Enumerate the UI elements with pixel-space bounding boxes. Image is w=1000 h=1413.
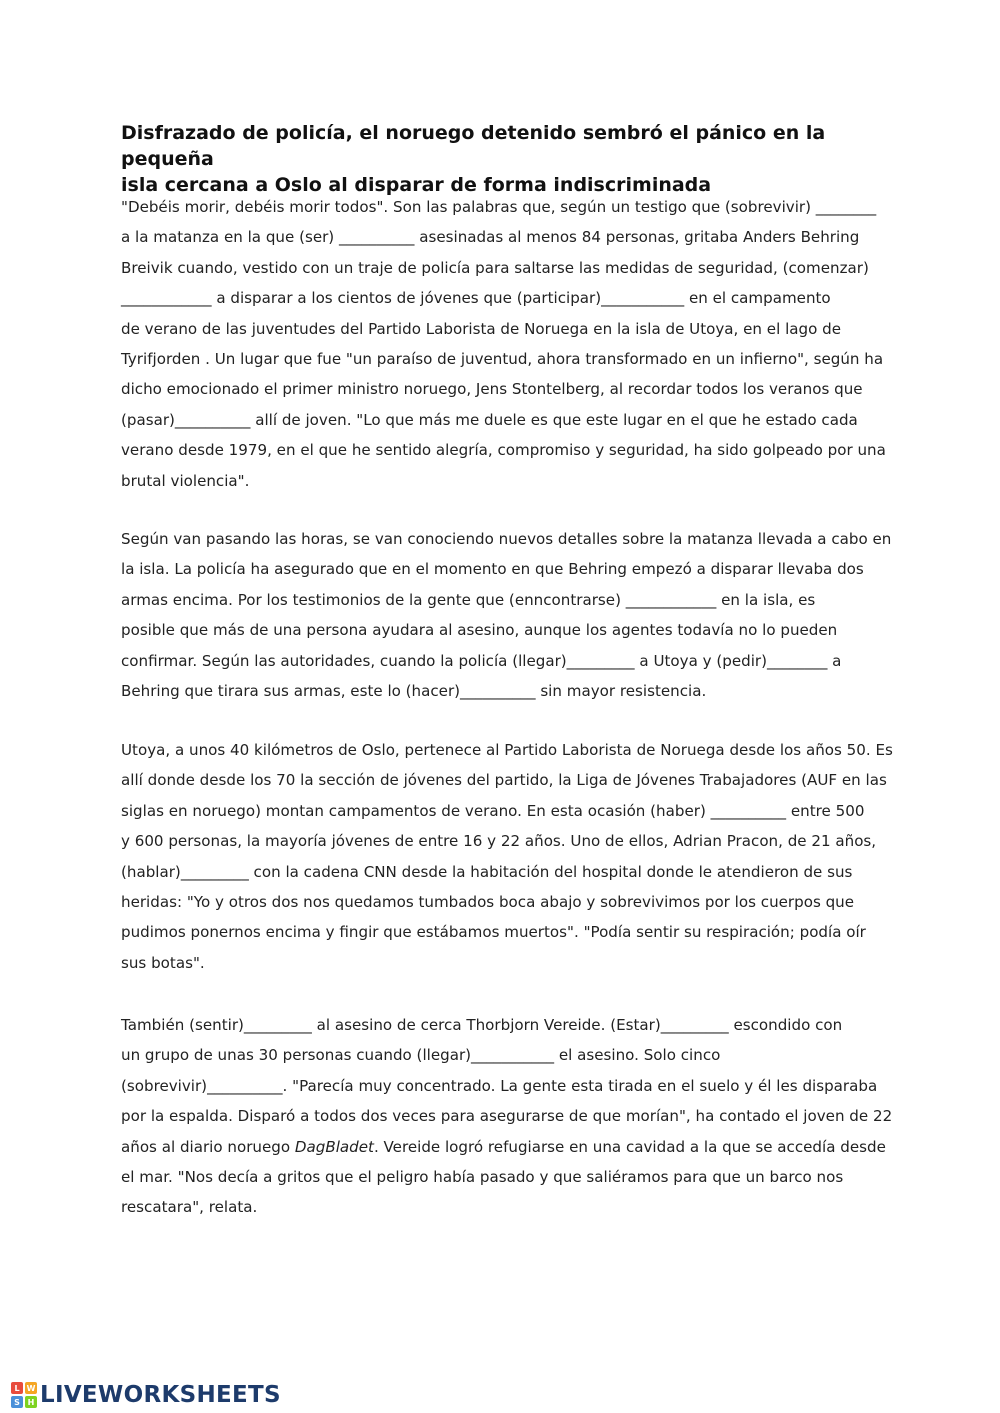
paragraph-1 — [121, 192, 891, 496]
title-line: Disfrazado de policía, el noruego detenido sembró el pánico en la pequeña — [121, 122, 826, 170]
paragraph-3 — [121, 735, 891, 978]
article-title — [121, 120, 891, 198]
paragraph-line: (pasar)__________ allí de joven. "Lo que más me duele es que este lugar en el que he estado cada — [121, 410, 858, 429]
paragraph-line: por la espalda. Disparó a todos dos veces para asegurarse de que morían", ha contado el joven de 22 — [121, 1107, 893, 1126]
liveworksheets-logo-icon — [10, 1381, 38, 1409]
line-text: . Vereide logró refugiarse en una cavidad a la que se accedía desde — [373, 1137, 886, 1156]
paragraph-2 — [121, 524, 891, 706]
brand-name: LIVEWORKSHEETS — [40, 1382, 281, 1408]
line-text: años al diario noruego — [121, 1137, 295, 1156]
paragraph-line: dicho emocionado el primer ministro noruego, Jens Stontelberg, al recordar todos los veranos que — [121, 380, 863, 399]
paragraph-line: un grupo de unas 30 personas cuando (llegar)___________ el asesino. Solo cinco — [121, 1046, 721, 1065]
paragraph-line: También (sentir)_________ al asesino de cerca Thorbjorn Vereide. (Estar)_________ escondido con — [121, 1016, 843, 1034]
liveworksheets-footer — [10, 1379, 281, 1411]
paragraph-line: confirmar. Según las autoridades, cuando la policía (llegar)_________ a Utoya y (pedir)________ a — [121, 651, 842, 670]
paragraph-line: posible que más de una persona ayudara al asesino, aunque los agentes todavía no lo pueden — [121, 621, 838, 640]
paragraph-line: armas encima. Por los testimonios de la gente que (enncontrarse) ____________ en la isla, es — [121, 590, 816, 609]
paragraph-line: la isla. La policía ha asegurado que en el momento en que Behring empezó a disparar llevaba dos — [121, 560, 864, 579]
paragraph-line — [121, 1132, 891, 1162]
paragraph-line: y 600 personas, la mayoría jóvenes de entre 16 y 22 años. Uno de ellos, Adrian Pracon, de 21 años, — [121, 832, 877, 851]
paragraph-line: allí donde desde los 70 la sección de jóvenes del partido, la Liga de Jóvenes Trabajadores (AUF en las — [121, 771, 887, 790]
paragraph-line: ____________ a disparar a los cientos de jóvenes que (participar)___________ en el campamento — [121, 289, 831, 308]
paragraph-line: (hablar)_________ con la cadena CNN desde la habitación del hospital donde le atendieron de sus — [121, 862, 853, 881]
paragraph-line: pudimos ponernos encima y fingir que estábamos muertos". "Podía sentir su respiración; podía oír — [121, 923, 866, 942]
svg-text:W: W — [26, 1384, 36, 1393]
paragraph-line: brutal violencia". — [121, 471, 250, 490]
newspaper-name: DagBladet — [294, 1137, 374, 1156]
paragraph-line: "Debéis morir, debéis morir todos". Son las palabras que, según un testigo que (sobrevivir) ________ — [121, 198, 877, 216]
paragraph-line: el mar. "Nos decía a gritos que el peligro había pasado y que saliéramos para que un barco nos — [121, 1167, 844, 1186]
paragraph-line: verano desde 1979, en el que he sentido alegría, compromiso y seguridad, ha sido golpeado por una — [121, 441, 886, 460]
paragraph-line: sus botas". — [121, 953, 205, 972]
paragraph-line: Tyrifjorden . Un lugar que fue "un paraíso de juventud, ahora transformado en un infierno", según ha — [121, 349, 884, 368]
svg-text:H: H — [27, 1398, 35, 1407]
paragraph-line: Behring que tirara sus armas, este lo (hacer)__________ sin mayor resistencia. — [121, 681, 707, 700]
paragraph-line: Breivik cuando, vestido con un traje de policía para saltarse las medidas de seguridad, (comenzar) — [121, 258, 869, 277]
paragraph-line: Utoya, a unos 40 kilómetros de Oslo, pertenece al Partido Laborista de Noruega desde los años 50. Es — [121, 741, 893, 759]
paragraph-line: rescatara", relata. — [121, 1198, 258, 1217]
title-line: isla cercana a Oslo al disparar de forma indiscriminada — [121, 174, 712, 196]
paragraph-4 — [121, 1010, 891, 1223]
svg-text:S: S — [14, 1398, 20, 1407]
paragraph-line: (sobrevivir)__________. "Parecía muy concentrado. La gente esta tirada en el suelo y él les disparaba — [121, 1076, 878, 1095]
svg-text:L: L — [14, 1384, 20, 1393]
paragraph-line: heridas: "Yo y otros dos nos quedamos tumbados boca abajo y sobrevivimos por los cuerpos que — [121, 892, 855, 911]
paragraph-line: a la matanza en la que (ser) __________ asesinadas al menos 84 personas, gritaba Anders Behring — [121, 228, 860, 247]
paragraph-line: siglas en noruego) montan campamentos de verano. En esta ocasión (haber) __________ entre 500 — [121, 801, 865, 820]
paragraph-line: de verano de las juventudes del Partido Laborista de Noruega en la isla de Utoya, en el lago de — [121, 319, 841, 338]
paragraph-line: Según van pasando las horas, se van conociendo nuevos detalles sobre la matanza llevada a cabo en — [121, 530, 892, 548]
